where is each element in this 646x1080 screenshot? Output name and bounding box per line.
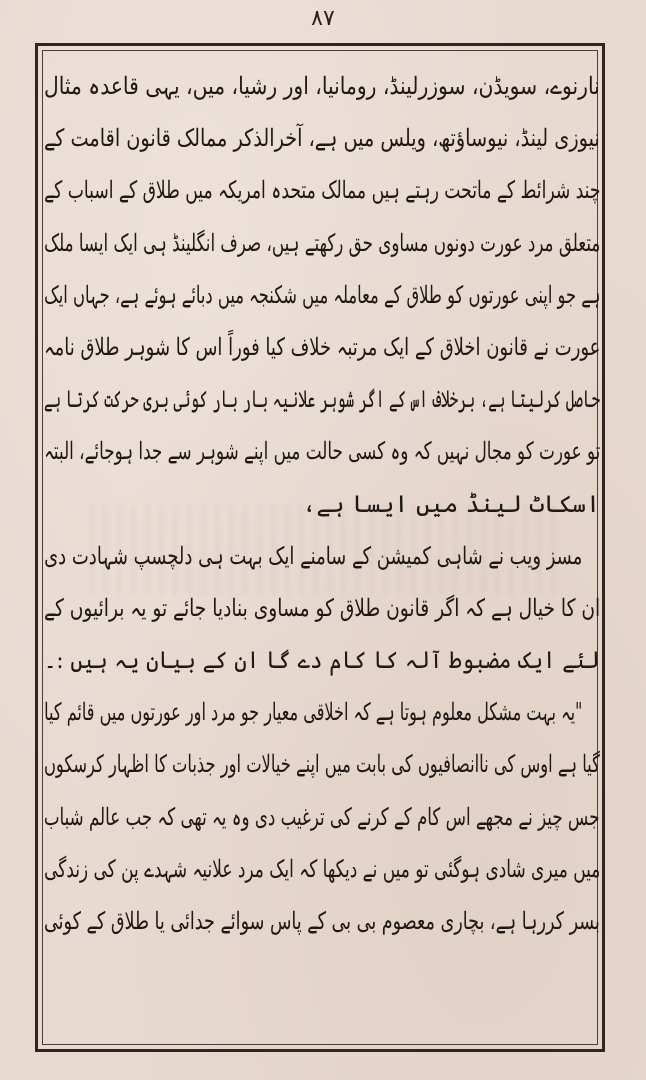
- body-text: [44, 60, 600, 947]
- text-line: نیوزی لینڈ، نیوساؤتھ، ویلس میں ہے، آخرالذکر ممالک قانون اقامت کے: [44, 124, 600, 153]
- quote-line: جس چیز نے مجھے اس کام کے کرنے کی ترغیب دی وہ یہ تھی کہ جب عالم شباب: [44, 802, 600, 831]
- text-line: مسز ویب نے شاہی کمیشن کے سامنے ایک بہت ہی دلچسپ شہادت دی: [44, 541, 582, 570]
- text-line: عورت نے قانون اخلاق کے ایک مرتبہ خلاف کیا فوراً اس کا شوہر طلاق نامہ: [44, 332, 600, 361]
- text-line: تو عورت کو مجال نہیں کہ وہ کسی حالت میں اپنے شوہر سے جدا ہوجائے، البتہ: [44, 437, 600, 466]
- text-line: لئے ایک مضبوط آلہ کا کام دے گا ان کے بیان یہ ہیں :۔: [44, 646, 600, 675]
- text-line: اسکاٹ لینڈ میں ایسا ہے،: [302, 489, 600, 518]
- text-line: متعلق مرد عورت دونوں مساوی حق رکھتے ہیں، صرف انگلینڈ ہی ایک ایسا ملک: [44, 228, 600, 257]
- quote-line: بسر کررہا ہے، بچاری معصوم بی بی کے پاس سوائے جدائی یا طلاق کے کوئی: [44, 907, 600, 935]
- text-line: ان کا خیال ہے کہ اگر قانون طلاق کو مساوی بنادیا جائے تو یہ برائیوں کے: [44, 593, 600, 622]
- text-line: چند شرائط کے ماتحت رہتے ہیں ممالک متحدہ امریکہ میں طلاق کے اسباب کے: [44, 176, 600, 205]
- page-number: ۸۷: [311, 6, 335, 31]
- quote-line: گیا ہے اوس کی ناانصافیوں کی بابت میں اپنے خیالات اور جذبات کا اظہار کرسکوں: [44, 750, 600, 779]
- quote-line: "یہ بہت مشکل معلوم ہوتا ہے کہ اخلاقی معیار جو مرد اور عورتوں میں قائم کیا: [44, 698, 582, 727]
- quote-line: میں میری شادی ہوگئی تو میں نے دیکھا کہ ایک مرد علانیہ شہدے پن کی زندگی: [44, 854, 600, 883]
- text-line: ہے جو اپنی عورتوں کو طلاق کے معاملہ میں شکنجہ میں دبائے ہوئے ہے، جہاں ایک: [44, 280, 600, 309]
- text-line: نارنوے، سویڈن، سوزرلینڈ، رومانیا، اور رشیا، میں، یہی قاعدہ مثال: [44, 72, 600, 100]
- text-line: حاصل کرلیتا ہے، برخلاف اس کے اگر شوہر علانیہ بار بار کوئی بری حرکت کرتا ہے: [44, 385, 600, 414]
